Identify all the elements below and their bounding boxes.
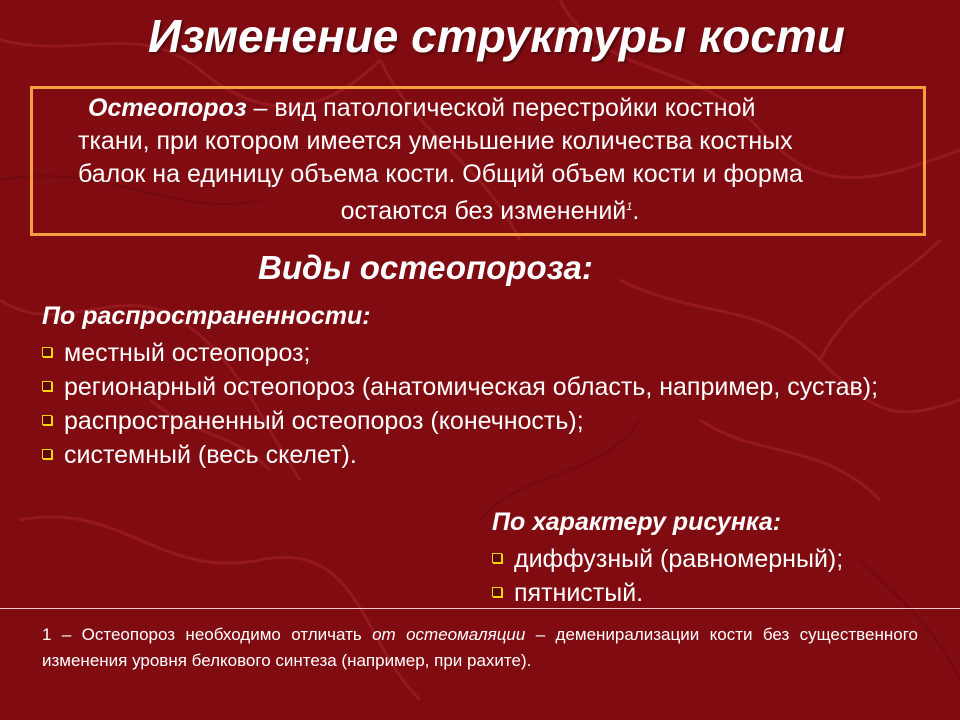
list-item	[42, 336, 922, 370]
bullet-icon	[42, 449, 52, 459]
definition-term: Остеопороз	[88, 94, 247, 122]
list-item-text: диффузный (равномерный);	[514, 545, 844, 573]
footnote-suffix: – деменирализации кости без существенного изменения уровня белкового синтеза (например, при рахите).	[42, 625, 918, 670]
footnote	[42, 622, 918, 674]
types-heading: Виды остеопороза:	[258, 249, 593, 286]
definition-line-4	[50, 191, 930, 228]
bullet-icon	[42, 381, 52, 391]
footnote-divider	[0, 608, 960, 609]
list-item-text: системный (весь скелет).	[64, 441, 357, 469]
bullet-icon	[492, 587, 502, 597]
prevalence-heading: По распространенности:	[42, 302, 371, 330]
list-item-text: распространенный остеопороз (конечность);	[64, 407, 584, 435]
list-item-text: регионарный остеопороз (анатомическая область, например, сустав);	[64, 373, 879, 401]
definition-line-1	[50, 92, 930, 125]
bullet-icon	[42, 415, 52, 425]
definition-line-3: балок на единицу объема кости. Общий объем кости и форма	[78, 160, 803, 188]
list-item	[492, 576, 932, 610]
definition-line-2: ткани, при котором имеется уменьшение количества костных	[78, 127, 793, 155]
list-item	[42, 404, 922, 438]
slide-title: Изменение структуры кости	[148, 10, 845, 62]
pattern-list	[492, 542, 932, 610]
list-item	[492, 542, 932, 576]
footnote-reference: 1	[626, 201, 633, 213]
definition-line-1-text: – вид патологической перестройки костной	[246, 94, 756, 122]
list-item	[42, 370, 922, 404]
footnote-emphasis: от остеомаляции	[372, 625, 526, 644]
prevalence-list	[42, 336, 922, 472]
definition-text	[50, 92, 930, 228]
list-item-text: пятнистый.	[514, 579, 644, 607]
list-item-text: местный остеопороз;	[64, 339, 311, 367]
footnote-prefix: 1 – Остеопороз необходимо отличать	[42, 625, 373, 644]
bullet-icon	[492, 553, 502, 563]
pattern-heading: По характеру рисунка:	[492, 508, 782, 536]
definition-line-4-text: остаются без изменений	[340, 197, 627, 225]
bullet-icon	[42, 347, 52, 357]
definition-end: .	[632, 197, 640, 225]
list-item	[42, 438, 922, 472]
